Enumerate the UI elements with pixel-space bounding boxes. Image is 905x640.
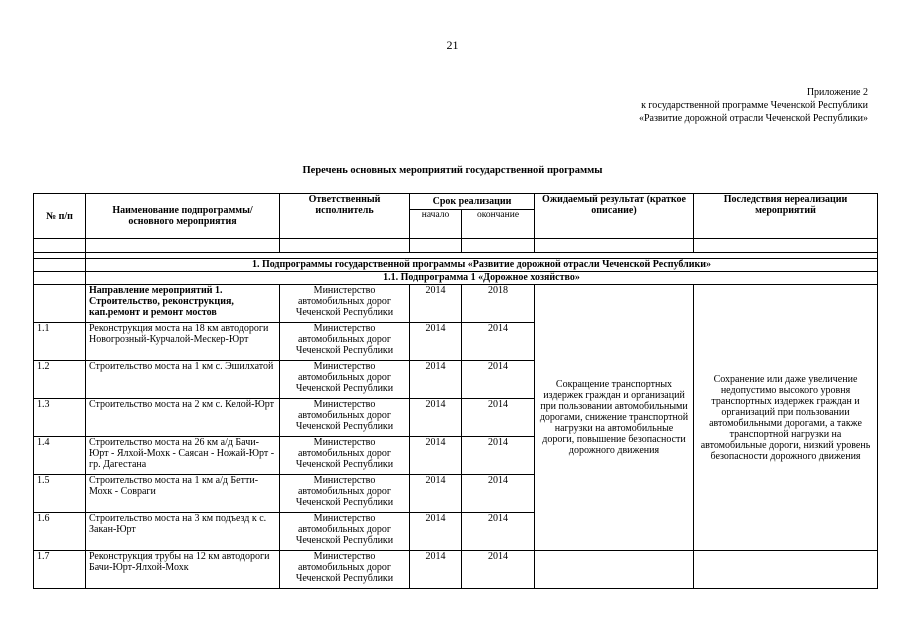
section-row-1	[34, 259, 878, 272]
consequences: Сохранение или даже увеличение недопустимо высокого уровня транспортных издержек граждан и организаций при пользовании автомобильными дорогами, а также транспортной нагрузки на автомобильные дороги, низкий уровень безопасности дорожного движения	[694, 285, 878, 551]
direction-row	[34, 285, 878, 323]
row-num: 1.4	[34, 437, 86, 475]
row-responsible: Министерство автомобильных дорог Чеченской Республики	[280, 323, 410, 361]
expected-result-continued	[535, 551, 694, 589]
row-end: 2014	[462, 361, 535, 399]
row-end: 2014	[462, 551, 535, 589]
row-name: Реконструкция моста на 18 км автодороги Новогрозный-Курчалой-Мескер-Юрт	[86, 323, 280, 361]
empty-row	[34, 239, 878, 253]
table-row	[34, 551, 878, 589]
section-title-1: 1. Подпрограммы государственной программы «Развитие дорожной отрасли Чеченской Республики»	[86, 259, 878, 272]
row-responsible: Министерство автомобильных дорог Чеченской Республики	[280, 437, 410, 475]
section-row-1-1	[34, 272, 878, 285]
row-start: 2014	[410, 475, 462, 513]
appendix-line-1: Приложение 2	[806, 87, 868, 98]
row-name: Строительство моста на 1 км а/д Бетти-Мохк - Совраги	[86, 475, 280, 513]
row-responsible: Министерство автомобильных дорог Чеченской Республики	[280, 399, 410, 437]
appendix-line-2: к государственной программе Чеченской Республики	[641, 100, 868, 111]
row-responsible: Министерство автомобильных дорог Чеченской Республики	[280, 475, 410, 513]
row-name: Строительство моста на 3 км подъезд к с. Закан-Юрт	[86, 513, 280, 551]
events-table	[33, 193, 878, 589]
document-title: Перечень основных мероприятий государственной программы	[302, 165, 603, 176]
direction-start: 2014	[410, 285, 462, 323]
row-end: 2014	[462, 475, 535, 513]
consequences-continued	[694, 551, 878, 589]
row-end: 2014	[462, 399, 535, 437]
row-num: 1.6	[34, 513, 86, 551]
row-name: Строительство моста на 1 км с. Эшилхатой	[86, 361, 280, 399]
row-start: 2014	[410, 551, 462, 589]
row-num: 1.2	[34, 361, 86, 399]
row-responsible: Министерство автомобильных дорог Чеченской Республики	[280, 361, 410, 399]
row-start: 2014	[410, 361, 462, 399]
direction-name: Направление мероприятий 1. Строительство, реконструкция, кап.ремонт и ремонт мостов	[86, 285, 280, 323]
header-start: начало	[410, 210, 462, 239]
header-period: Срок реализации	[410, 194, 535, 210]
header-end: окончание	[462, 210, 535, 239]
row-name: Реконструкция трубы на 12 км автодороги Бачи-Юрт-Ялхой-Мохк	[86, 551, 280, 589]
header-name: Наименование подпрограммы/ основного мероприятия	[86, 194, 280, 239]
row-end: 2014	[462, 323, 535, 361]
row-end: 2014	[462, 513, 535, 551]
header-responsible: Ответственный исполнитель	[280, 194, 410, 239]
row-num: 1.1	[34, 323, 86, 361]
row-responsible: Министерство автомобильных дорог Чеченской Республики	[280, 551, 410, 589]
row-num: 1.5	[34, 475, 86, 513]
header-consequences: Последствия нереализации мероприятий	[694, 194, 878, 239]
direction-end: 2018	[462, 285, 535, 323]
appendix-line-3: «Развитие дорожной отрасли Чеченской Республики»	[638, 113, 868, 124]
row-num: 1.3	[34, 399, 86, 437]
row-responsible: Министерство автомобильных дорог Чеченской Республики	[280, 513, 410, 551]
direction-responsible: Министерство автомобильных дорог Чеченской Республики	[280, 285, 410, 323]
header-expected: Ожидаемый результат (краткое описание)	[535, 194, 694, 239]
header-num: № п/п	[34, 194, 86, 239]
row-start: 2014	[410, 323, 462, 361]
page-number: 21	[446, 38, 459, 52]
expected-result: Сокращение транспортных издержек граждан и организаций при пользовании автомобильными дорогами, снижение транспортной нагрузки на автомобильные дороги, повышение безопасности дорожного движения	[535, 285, 694, 551]
row-start: 2014	[410, 513, 462, 551]
row-end: 2014	[462, 437, 535, 475]
row-num: 1.7	[34, 551, 86, 589]
row-name: Строительство моста на 26 км а/д Бачи-Юрт - Ялхой-Мохк - Саясан - Ножай-Юрт - гр. Дагестана	[86, 437, 280, 475]
row-start: 2014	[410, 399, 462, 437]
row-start: 2014	[410, 437, 462, 475]
section-title-1-1: 1.1. Подпрограмма 1 «Дорожное хозяйство»	[86, 272, 878, 285]
row-name: Строительство моста на 2 км с. Келой-Юрт	[86, 399, 280, 437]
appendix-note	[639, 86, 868, 125]
